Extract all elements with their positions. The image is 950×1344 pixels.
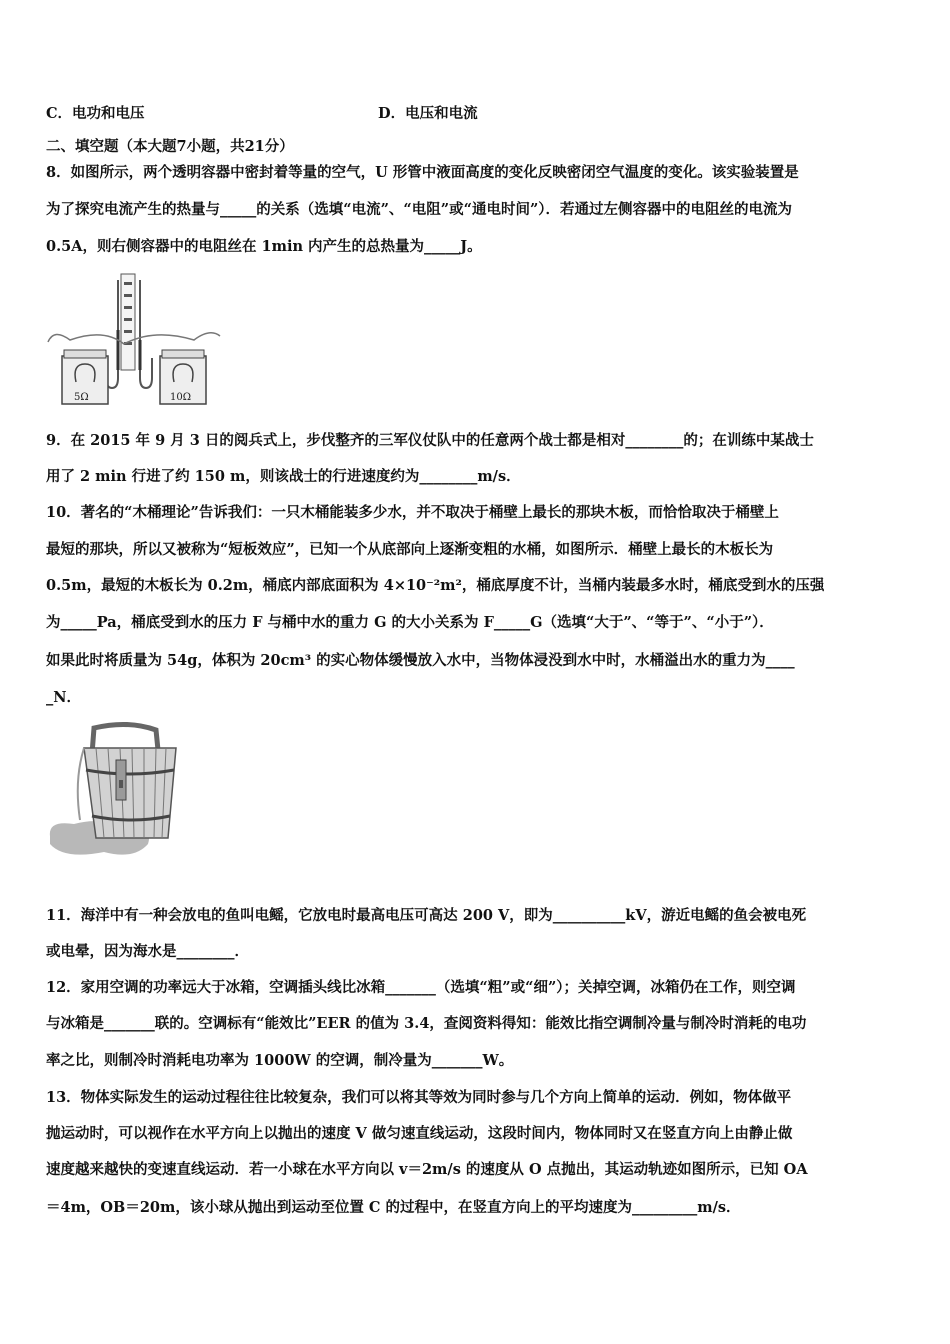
- q13-line-2: 抛运动时，可以视作在水平方向上以抛出的速度 V 做匀速直线运动，这段时间内，物体同时又在竖直方向上由静止做: [46, 1125, 793, 1142]
- q10-line-6: _N．: [46, 689, 82, 706]
- q13-line-1: 13．物体实际发生的运动过程往往比较复杂，我们可以将其等效为同时参与几个方向上简单的运动．例如，物体做平: [46, 1089, 792, 1106]
- q10-line-4: 为_____Pa，桶底受到水的压力 F 与桶中水的重力 G 的大小关系为 F_____G（选填“大于”、“等于”、“小于”）．: [46, 614, 774, 631]
- q10-line-1: 10．著名的“木桶理论”告诉我们：一只木桶能装多少水，并不取决于桶壁上最长的那块木板，而恰恰取决于桶壁上: [46, 504, 779, 521]
- q10-line-5: 如果此时将质量为 54g，体积为 20cm³ 的实心物体缓慢放入水中，当物体浸没到水中时，水桶溢出水的重力为____: [46, 652, 795, 669]
- section-heading: 二、填空题（本大题7小题，共21分）: [46, 138, 294, 155]
- q8-line-2: 为了探究电流产生的热量与_____的关系（选填“电流”、“电阻”或“通电时间”）．若通过左侧容器中的电阻丝的电流为: [46, 201, 793, 218]
- q9-line-1: 9．在 2015 年 9 月 3 日的阅兵式上，步伐整齐的三军仪仗队中的任意两个战士都是相对________的；在训练中某战士: [46, 432, 814, 449]
- q13-line-3: 速度越来越快的变速直线运动．若一小球在水平方向以 v＝2m/s 的速度从 O 点抛出，其运动轨迹如图所示，已知 OA: [46, 1161, 808, 1178]
- q12-line-1: 12．家用空调的功率远大于冰箱，空调插头线比冰箱_______（选填“粗”或“细”）；关掉空调，冰箱仍在工作，则空调: [46, 979, 796, 996]
- q11-line-2: 或电晕，因为海水是________．: [46, 943, 249, 960]
- q10-line-2: 最短的那块，所以又被称为“短板效应”，已知一个从底部向上逐渐变粗的水桶，如图所示．桶壁上最长的木板长为: [46, 541, 774, 558]
- q12-line-3: 率之比，则制冷时消耗电功率为 1000W 的空调，制冷量为_______W。: [46, 1052, 514, 1069]
- q9-line-2: 用了 2 min 行进了约 150 m，则该战士的行进速度约为________m/s．: [46, 468, 521, 485]
- left-resistor-label: 5Ω: [74, 392, 89, 403]
- joule-heating-apparatus-figure: [44, 270, 224, 410]
- q10-line-3: 0.5m，最短的木板长为 0.2m，桶底内部底面积为 4×10⁻²m²，桶底厚度不计，当桶内装最多水时，桶底受到水的压强: [46, 577, 825, 594]
- option-c: C．电功和电压: [46, 105, 145, 122]
- wooden-bucket-figure: [44, 720, 184, 860]
- q13-line-4: ＝4m，OB＝20m，该小球从抛出到运动至位置 C 的过程中，在竖直方向上的平均速度为_________m/s．: [46, 1199, 741, 1216]
- q12-line-2: 与冰箱是_______联的。空调标有“能效比”EER 的值为 3.4，查阅资料得知：能效比指空调制冷量与制冷时消耗的电功: [46, 1015, 807, 1032]
- option-d: D．电压和电流: [378, 105, 478, 122]
- q11-line-1: 11．海洋中有一种会放电的鱼叫电鳐，它放电时最高电压可高达 200 V，即为__________kV，游近电鳐的鱼会被电死: [46, 907, 807, 924]
- q8-line-3: 0.5A，则右侧容器中的电阻丝在 1min 内产生的总热量为_____J。: [46, 238, 482, 255]
- right-resistor-label: 10Ω: [170, 392, 192, 403]
- q8-line-1: 8．如图所示，两个透明容器中密封着等量的空气，U 形管中液面高度的变化反映密闭空气温度的变化。该实验装置是: [46, 164, 799, 181]
